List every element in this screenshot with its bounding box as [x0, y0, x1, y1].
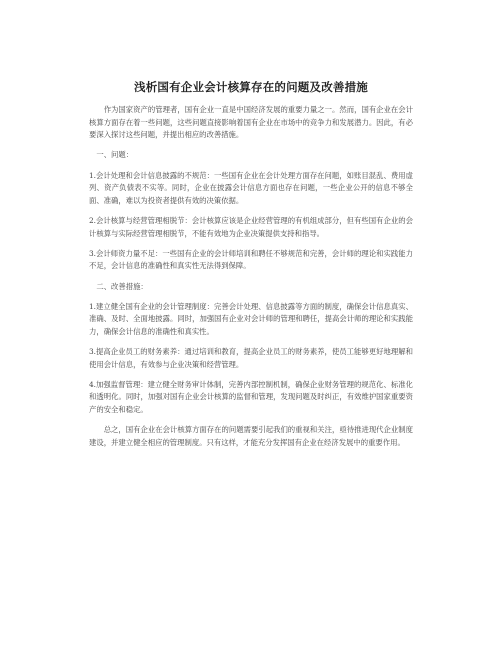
conclusion-paragraph: 总之，国有企业在会计核算方面存在的问题需要引起我们的重视和关注，亟待推进现代企业制度建设，并建立健全相应的管理制度。只有这样，才能充分发挥国有企业在经济发展中的重要作用。: [89, 425, 413, 447]
document-title: 浅析国有企业会计核算存在的问题及改善措施: [134, 80, 368, 94]
intro-paragraph: 作为国家资产的管理者，国有企业一直是中国经济发展的重要力量之一。然而，国有企业在会计核算方面存在着一些问题，这些问题直接影响着国有企业在市场中的竞争力和发展潜力。因此，有必要深入探讨这些问题，并提出相应的改善措施。: [89, 105, 413, 140]
problem-item-2: 2.会计核算与经营管理相脱节：会计核算应该是企业经营管理的有机组成部分，但有些国有企业的会计核算与实际经营管理相脱节，不能有效地为企业决策提供支持和指导。: [89, 215, 413, 238]
problem-item-3: 3.会计师资力量不足：一些国有企业的会计师培训和聘任不够规范和完善，会计师的理论和实践能力不足，会计信息的准确性和真实性无法得到保障。: [89, 248, 413, 271]
measure-item-4: 4.加强监督管理：建立健全财务审计体制，完善内部控制机制，确保企业财务管理的规范化、标准化和透明化。同时，加强对国有企业会计核算的监督和管理，发现问题及时纠正，有效维护国家重要资产的安全和稳定。: [89, 379, 413, 415]
measure-item-3: 3.提高企业员工的财务素养：通过培训和教育，提高企业员工的财务素养，使员工能够更好地理解和使用会计信息，有效参与企业决策和经营管理。: [89, 347, 413, 369]
problem-item-1: 1.会计处理和会计信息披露的不规范：一些国有企业在会计处理方面存在问题，如账目混乱、费用虚列、资产负债表不实等。同时，企业在披露会计信息方面也存在问题，一些企业公开的信息不够全面、准确，难以为投资者提供有效的决策依据。: [89, 170, 413, 205]
section-heading-problems: 一、问题：: [96, 150, 134, 160]
measure-item-1: 1.建立健全国有企业的会计管理制度：完善会计处理、信息披露等方面的制度，确保会计信息真实、准确、及时、全面地披露。同时，加强国有企业对会计师的管理和聘任，提高会计师的理论和实践能力，确保会计信息的准确性和真实性。: [89, 301, 413, 336]
section-heading-measures: 二、改善措施：: [96, 281, 148, 291]
document-body: [89, 104, 413, 457]
